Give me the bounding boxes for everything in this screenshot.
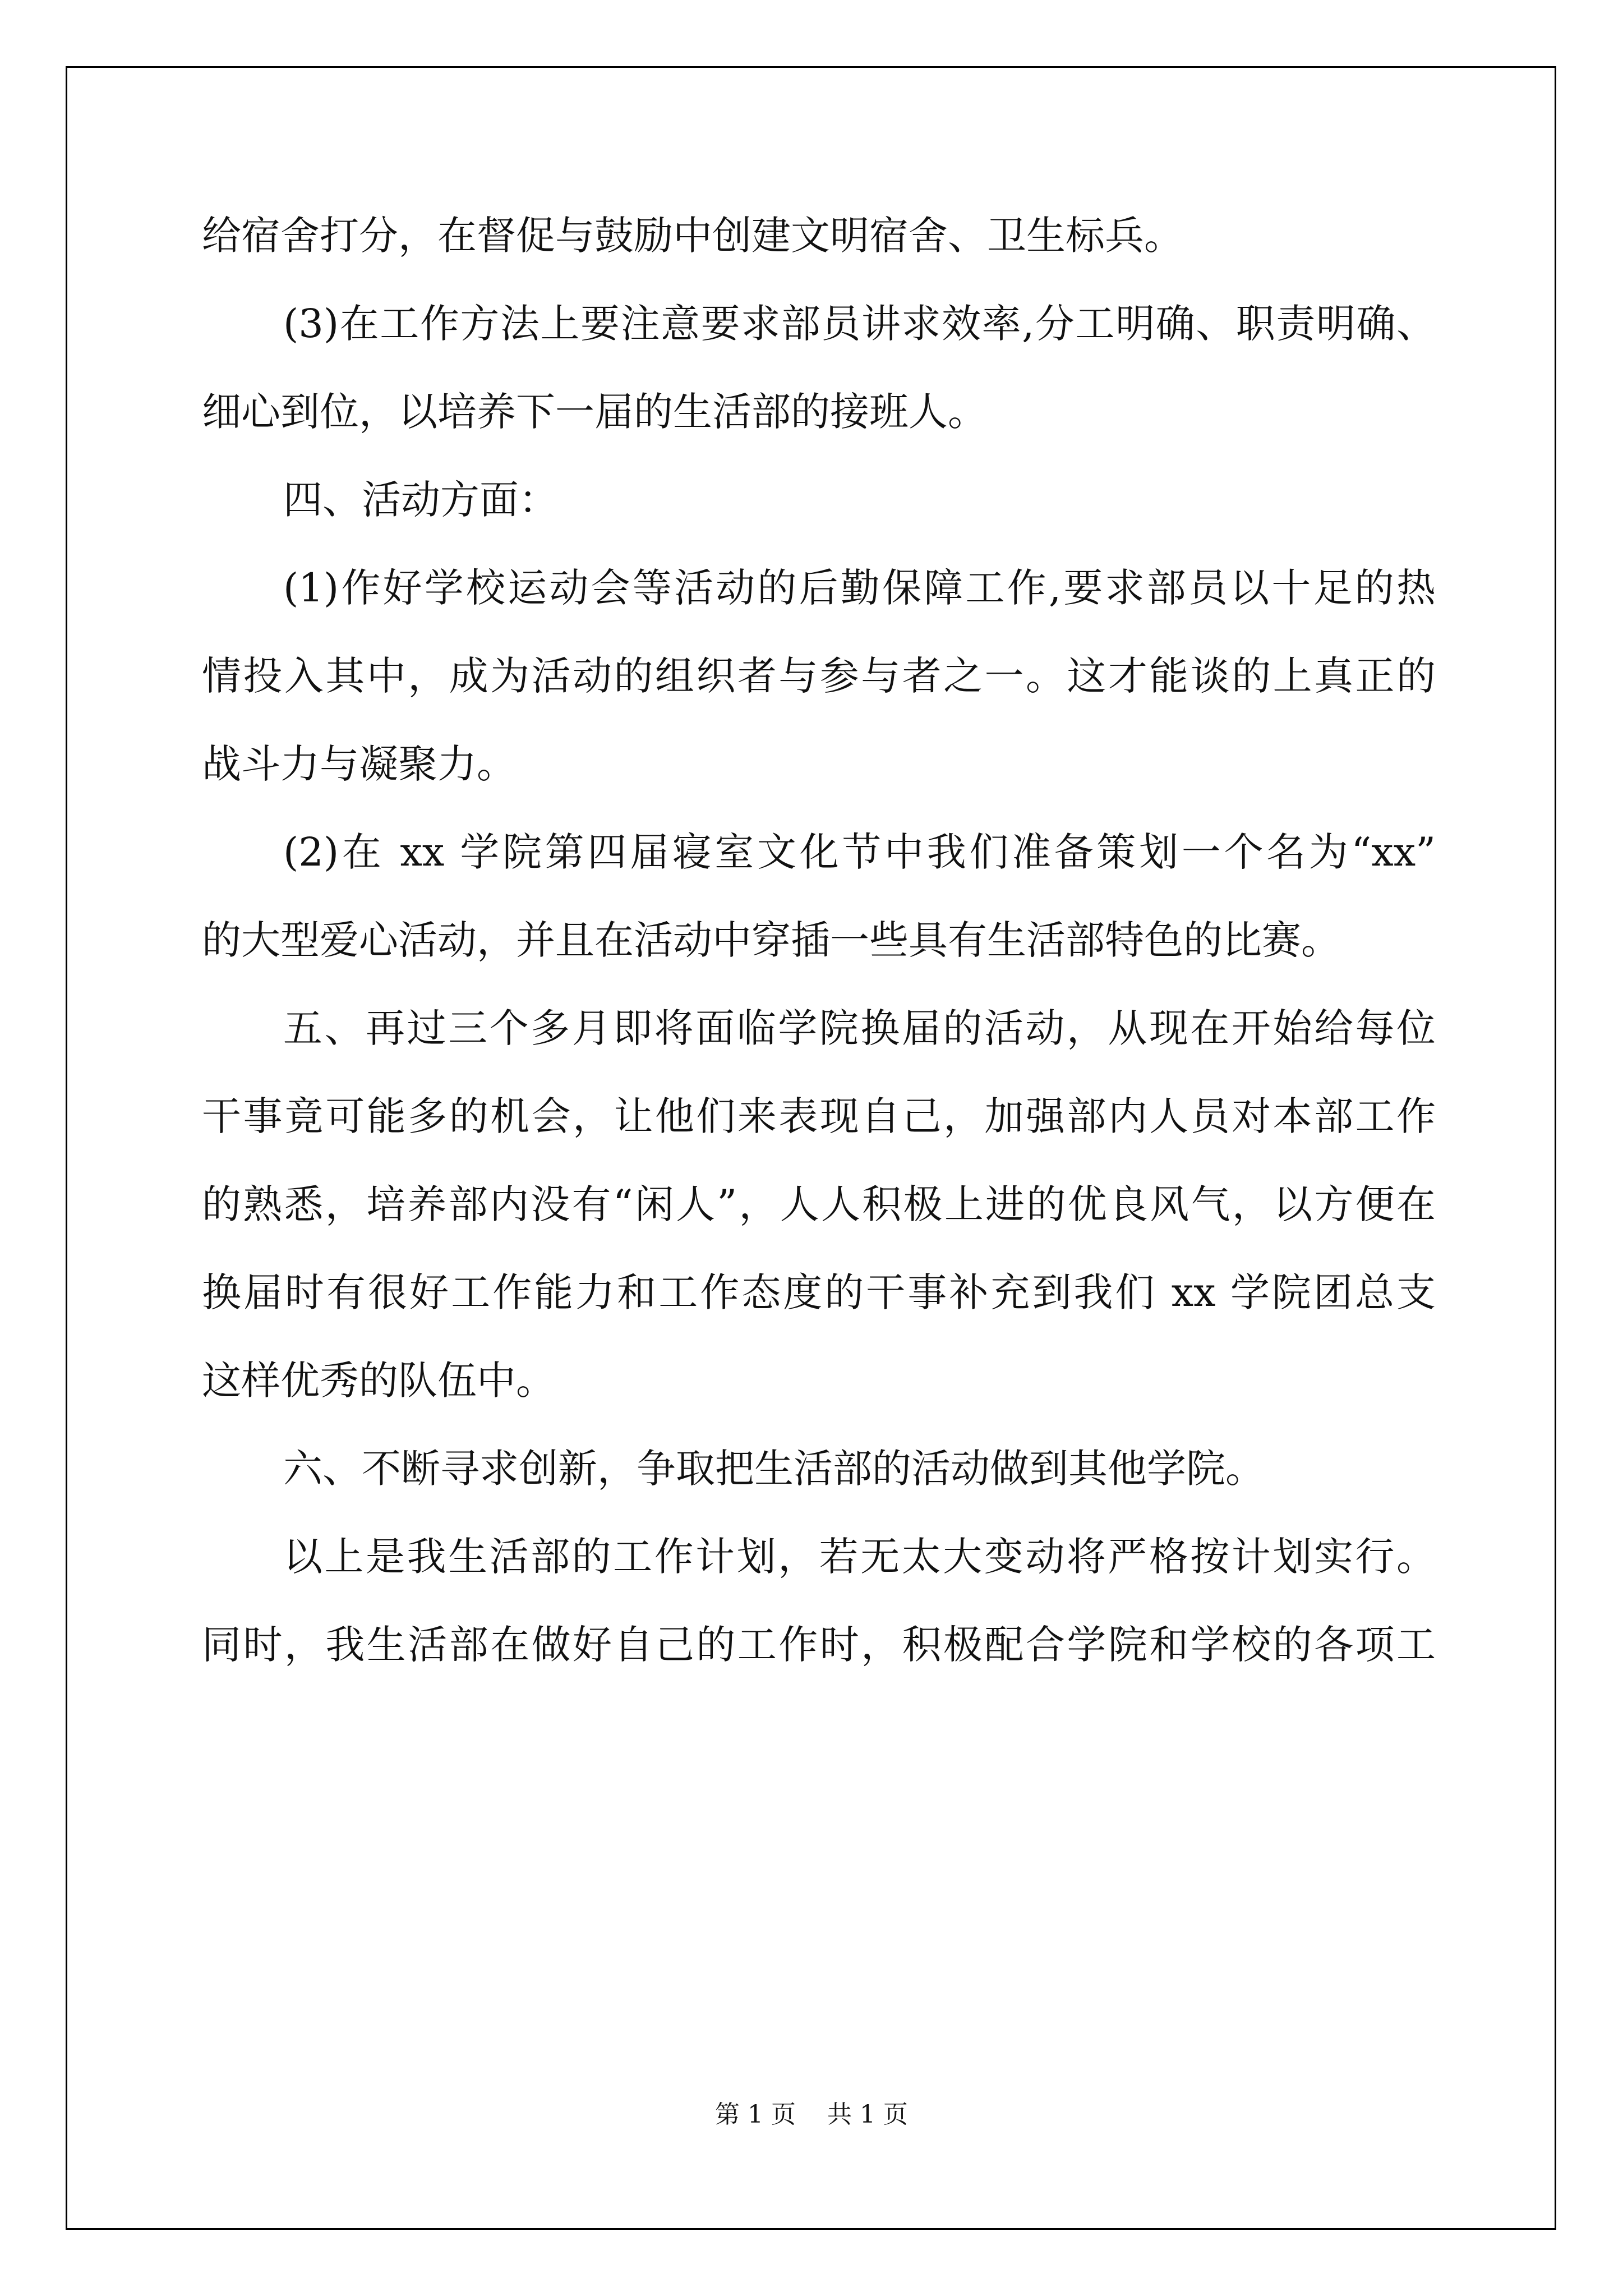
text-line: 的大型爱心活动，并且在活动中穿插一些具有生活部特色的比赛。 [202,917,1340,963]
section-heading: 四、活动方面： [283,477,558,523]
section-heading: 六、不断寻求创新，争取把生活部的活动做到其他学院。 [283,1446,1265,1492]
text-line: 这样优秀的队伍中。 [202,1358,555,1404]
text-line: 给宿舍打分，在督促与鼓励中创建文明宿舍、卫生标兵。 [202,213,1183,259]
text-line: 换届时有很好工作能力和工作态度的干事补充到我们 xx 学院团总支 [202,1269,1436,1315]
page-number-footer: 第 1 页 共 1 页 [715,2100,908,2129]
text-line: 以上是我生活部的工作计划，若无太大变动将严格按计划实行。 [283,1534,1436,1580]
text-line: 的熟悉，培养部内没有“闲人”，人人积极上进的优良风气，以方便在 [202,1181,1436,1227]
text-line: (2)在 xx 学院第四届寝室文化节中我们准备策划一个名为“xx” [283,829,1436,875]
text-line: 战斗力与凝聚力。 [202,741,516,787]
section-heading: 五、再过三个多月即将面临学院换届的活动，从现在开始给每位 [283,1005,1436,1051]
text-line: 同时，我生活部在做好自己的工作时，积极配合学院和学校的各项工 [202,1622,1436,1668]
text-line: 干事竟可能多的机会，让他们来表现自己，加强部内人员对本部工作 [202,1093,1436,1139]
text-line: 细心到位，以培养下一届的生活部的接班人。 [202,389,987,435]
text-line: (3)在工作方法上要注意要求部员讲求效率,分工明确、职责明确、 [283,301,1436,347]
text-line: 情投入其中，成为活动的组织者与参与者之一。这才能谈的上真正的 [202,653,1436,699]
text-line: (1)作好学校运动会等活动的后勤保障工作,要求部员以十足的热 [283,565,1436,611]
